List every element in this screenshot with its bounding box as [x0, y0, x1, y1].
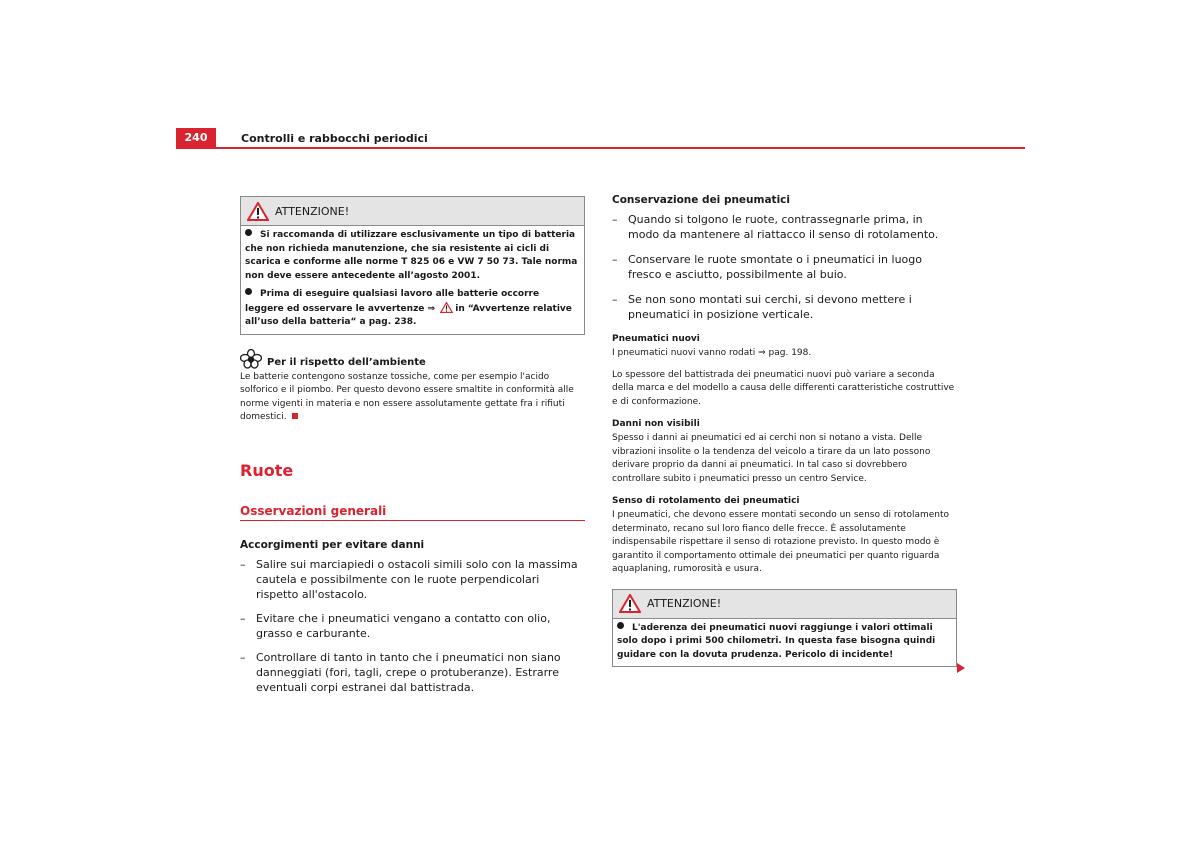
- list-item: – Conservare le ruote smontate o i pneumatici in luogo fresco e asciutto, possibilmente al buio.: [612, 252, 957, 282]
- new-tyres-title: Pneumatici nuovi: [612, 334, 700, 344]
- new-tyres-text-2: Lo spessore del battistrada dei pneumatici nuovi può variare a seconda della marca e del modello a causa delle differenti caratteristiche costruttive e di conformazione.: [612, 369, 955, 407]
- next-page-arrow-icon: [957, 663, 965, 673]
- list-item: – Controllare di tanto in tanto che i pneumatici non siano danneggiati (fori, tagli, crepe o protuberanze). Estrarre eventuali corpi estranei dal battistrada.: [240, 650, 585, 695]
- bullet-icon: [617, 622, 624, 629]
- storage-list: [612, 212, 957, 322]
- warning-title: ATTENZIONE!: [275, 204, 350, 218]
- environment-heading: [240, 349, 585, 369]
- damage-list: [240, 557, 585, 695]
- hidden-damage-title: Danni non visibili: [612, 419, 700, 429]
- warning-item-text: Si raccomanda di utilizzare esclusivamente un tipo di batteria che non richieda manutenzione, che sia resistente ai cicli di scarica e conforme alle norme T 825 06 e VW 7 50 73. Tale norma non deve essere antecedente all’agosto 2001.: [245, 230, 578, 281]
- damage-heading: Accorgimenti per evitare danni: [240, 538, 425, 551]
- flower-icon: [240, 349, 262, 369]
- warning-title: ATTENZIONE!: [647, 597, 722, 610]
- list-item: – Quando si tolgono le ruote, contrassegnarle prima, in modo da mantenere al riattacco il senso di rotolamento.: [612, 212, 957, 242]
- warning-box-battery: [240, 196, 585, 335]
- section-title: Ruote: [240, 460, 294, 480]
- left-column: [240, 196, 585, 704]
- list-item: – Evitare che i pneumatici vengano a contatto con olio, grasso e carburante.: [240, 611, 585, 641]
- warning-triangle-icon: [247, 202, 269, 221]
- warning-header: [613, 590, 956, 619]
- header-rule: [176, 147, 1025, 149]
- warning-item-text: in “Avvertenze relative all’uso della batteria“ a pag. 238.: [245, 303, 572, 327]
- rotation-title: Senso di rotolamento dei pneumatici: [612, 496, 800, 506]
- rotation-text: I pneumatici, che devono essere montati secondo un senso di rotolamento determinato, recano sul loro fianco delle frecce. È assolutamente indispensabile rispettare il senso di rotazione previsto. In questo modo è garantito il comportamento ottimale dei pneumatici per quanto riguarda aquaplaning, rumorosità e usura.: [612, 510, 950, 574]
- right-column: [612, 194, 957, 667]
- warning-body: [613, 619, 956, 667]
- running-title: Controlli e rabbocchi periodici: [241, 132, 428, 145]
- warning-item-text: L'aderenza dei pneumatici nuovi raggiunge i valori ottimali solo dopo i primi 500 chilometri. In questa fase bisogna quindi guidare con la dovuta prudenza. Pericolo di incidente!: [617, 622, 936, 660]
- environment-text-content: Le batterie contengono sostanze tossiche, come per esempio l'acido solforico e il piombo. Per questo devono essere smaltite in conformità alle norme vigenti in materia e non essere assolutamente gettate fra i rifiuti domestici.: [240, 371, 574, 422]
- warning-triangle-icon: [619, 594, 641, 613]
- hidden-damage-text: Spesso i danni ai pneumatici ed ai cerchi non si notano a vista. Delle vibrazioni insolite o la tendenza del veicolo a tirare da un lato possono derivare proprio da danni ai pneumatici. In tal caso si dovrebbero controllare subito i pneumatici presso un centro Service.: [612, 433, 931, 484]
- new-tyres-text-1: I pneumatici nuovi vanno rodati ⇒ pag. 198.: [612, 348, 812, 358]
- list-item: – Salire sui marciapiedi o ostacoli simili solo con la massima cautela e possibilmente con le ruote perpendicolari rispetto all'ostacolo.: [240, 557, 585, 602]
- warning-body: [241, 226, 584, 334]
- bullet-icon: [245, 288, 252, 295]
- warning-item-text: Prima di eseguire qualsiasi lavoro alle batterie occorre leggere ed osservare le avvertenze ⇒: [245, 289, 540, 314]
- list-item: – Se non sono montati sui cerchi, si devono mettere i pneumatici in posizione verticale.: [612, 292, 957, 322]
- storage-heading: Conservazione dei pneumatici: [612, 194, 790, 206]
- page-number: 240: [176, 128, 216, 147]
- warning-item: [245, 288, 580, 330]
- environment-text: [240, 371, 585, 425]
- warning-triangle-icon: [440, 302, 453, 313]
- warning-header: [241, 197, 584, 226]
- bullet-icon: [245, 229, 252, 236]
- subsection-title: Osservazioni generali: [240, 504, 585, 521]
- end-square-icon: [292, 413, 298, 419]
- environment-title: Per il rispetto dell’ambiente: [267, 356, 426, 368]
- warning-item: [617, 622, 952, 663]
- warning-box-tyres: [612, 589, 957, 668]
- warning-item: [245, 229, 580, 283]
